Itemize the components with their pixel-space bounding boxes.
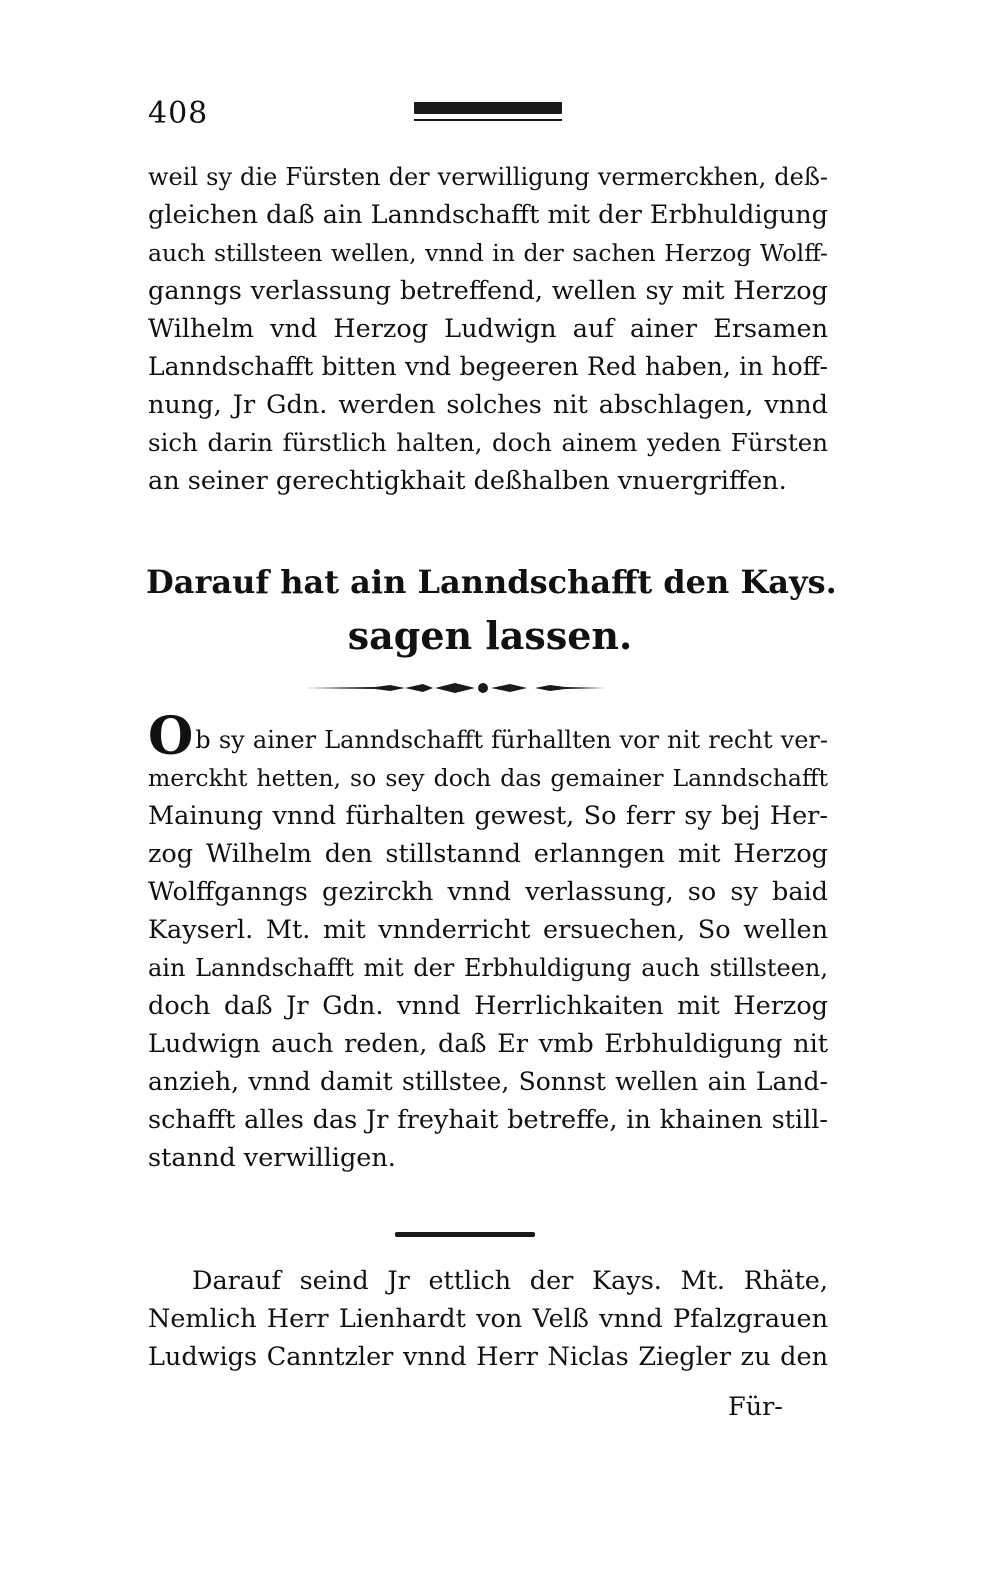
page-number: 408 [148, 96, 209, 131]
text-line: auch stillsteen wellen, vnnd in der sachen Herzog Wolff- [148, 239, 828, 267]
text-line: ganngs verlassung betreffend, wellen sy mit Herzog [148, 276, 828, 306]
text-line: nung, Jr Gdn. werden solches nit abschlagen, vnnd [148, 390, 828, 420]
drop-cap: O [148, 706, 194, 767]
text-line: Wolffganngs gezirckh vnnd verlassung, so sy baid [148, 877, 828, 907]
heading-line-2: sagen lassen. [347, 613, 633, 658]
text-line: schafft alles das Jr freyhait betreffe, in khainen still- [148, 1105, 828, 1135]
text-line: Wilhelm vnd Herzog Ludwign auf ainer Ersamen [148, 314, 828, 344]
text-line: Nemlich Herr Lienhardt von Velß vnnd Pfalzgrauen [148, 1304, 828, 1334]
text-line: weil sy die Fürsten der verwilligung vermerckhen, deß- [148, 163, 828, 191]
paragraph-3 [148, 1262, 828, 1376]
header-rule [414, 102, 562, 114]
text-line: anzieh, vnnd damit stillstee, Sonnst wellen ain Land- [148, 1067, 828, 1096]
text-line: merckht hetten, so sey doch das gemainer Lanndschafft [148, 764, 828, 792]
text-line: ain Lanndschafft mit der Erbhuldigung auch stillsteen, [148, 954, 828, 982]
text-line [148, 706, 828, 767]
catchword: Für- [728, 1392, 783, 1422]
heading-line-1: Darauf hat ain Lanndschafft den Kays. [146, 563, 837, 601]
text-line: Kayserl. Mt. mit vnnderricht ersuechen, So wellen [148, 915, 828, 945]
text-line: stannd verwilligen. [148, 1143, 396, 1173]
text-line: Ludwign auch reden, daß Er vmb Erbhuldigung nit [148, 1029, 828, 1059]
paragraph-2 [148, 706, 828, 1177]
text-line: Lanndschafft bitten vnd begeeren Red haben, in hoff- [148, 352, 828, 381]
text-line: Mainung vnnd fürhalten gewest, So ferr sy bej Her- [148, 801, 828, 831]
ornamental-rule [305, 678, 605, 698]
text-line: doch daß Jr Gdn. vnnd Herrlichkaiten mit Herzog [148, 991, 828, 1021]
text-line: zog Wilhelm den stillstannd erlanngen mit Herzog [148, 839, 828, 869]
section-divider [395, 1232, 535, 1237]
first-line-text: b sy ainer Lanndschafft fürhallten vor nit recht ver- [195, 726, 828, 754]
text-line: sich darin fürstlich halten, doch ainem yeden Fürsten [148, 428, 828, 457]
section-heading [140, 555, 840, 663]
text-line: gleichen daß ain Lanndschafft mit der Erbhuldigung [148, 200, 828, 230]
paragraph-1 [148, 158, 828, 500]
text-line: Ludwigs Canntzler vnnd Herr Niclas Ziegler zu den [148, 1342, 828, 1372]
text-line: Darauf seind Jr ettlich der Kays. Mt. Rhäte, [192, 1266, 828, 1296]
text-line: an seiner gerechtigkhait deßhalben vnuergriffen. [148, 466, 787, 496]
